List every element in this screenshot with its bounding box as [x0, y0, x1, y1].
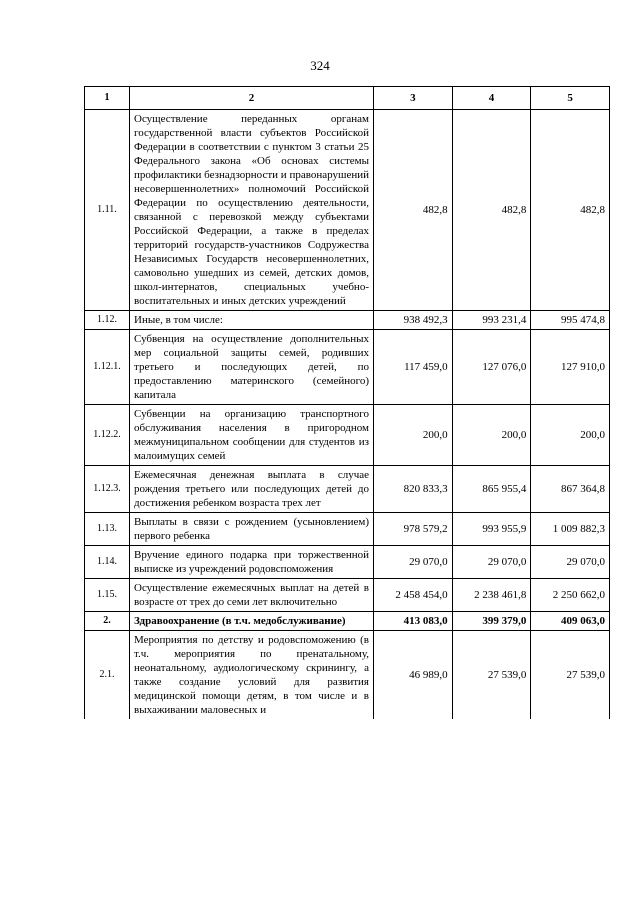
row-value-4: 865 955,4 [452, 466, 531, 513]
table-row [85, 110, 610, 311]
row-name: Осуществление ежемесячных выплат на детей в возрасте от трех до семи лет включительно [130, 579, 374, 612]
row-value-3: 2 458 454,0 [374, 579, 453, 612]
row-code: 1.12. [85, 311, 130, 330]
row-name: Здравоохранение (в т.ч. медобслуживание) [130, 612, 374, 631]
row-value-4: 993 955,9 [452, 513, 531, 546]
table-row [85, 405, 610, 466]
row-value-5: 27 539,0 [531, 631, 610, 720]
table-row-section [85, 612, 610, 631]
row-code: 1.12.1. [85, 330, 130, 405]
row-value-4: 27 539,0 [452, 631, 531, 720]
row-value-3: 200,0 [374, 405, 453, 466]
row-code: 1.15. [85, 579, 130, 612]
row-value-4: 993 231,4 [452, 311, 531, 330]
table-row [85, 579, 610, 612]
row-value-4: 2 238 461,8 [452, 579, 531, 612]
row-name: Субвенция на осуществление дополнительных мер социальной защиты семей, родивших третьего и последующих детей, по предоставлению материнского (семейного) капитала [130, 330, 374, 405]
header-col-4: 4 [452, 87, 531, 110]
row-value-3: 978 579,2 [374, 513, 453, 546]
header-col-3: 3 [374, 87, 453, 110]
row-value-5: 2 250 662,0 [531, 579, 610, 612]
row-value-3: 938 492,3 [374, 311, 453, 330]
row-code: 1.11. [85, 110, 130, 311]
row-name: Вручение единого подарка при торжественной выписке из учреждений родовспоможения [130, 546, 374, 579]
row-value-5: 29 070,0 [531, 546, 610, 579]
header-col-5: 5 [531, 87, 610, 110]
page-number: 324 [310, 58, 330, 73]
row-value-3: 29 070,0 [374, 546, 453, 579]
row-code: 2.1. [85, 631, 130, 720]
row-name: Иные, в том числе: [130, 311, 374, 330]
budget-table [84, 86, 610, 719]
row-value-5: 409 063,0 [531, 612, 610, 631]
row-value-4: 29 070,0 [452, 546, 531, 579]
row-code: 1.13. [85, 513, 130, 546]
table-header-row [85, 87, 610, 110]
row-value-5: 200,0 [531, 405, 610, 466]
row-value-5: 127 910,0 [531, 330, 610, 405]
row-code: 1.14. [85, 546, 130, 579]
row-value-3: 482,8 [374, 110, 453, 311]
table-row [85, 631, 610, 720]
row-value-4: 200,0 [452, 405, 531, 466]
row-name: Мероприятия по детству и родовспоможению (в т.ч. мероприятия по пренатальному, неонатальному, аудиологическому скринингу, а также создание условий для развития медицинской помощи детям, в том числе и в выхаживании маловесных и [130, 631, 374, 720]
table-row [85, 466, 610, 513]
row-code: 1.12.2. [85, 405, 130, 466]
row-value-4: 127 076,0 [452, 330, 531, 405]
header-col-2: 2 [130, 87, 374, 110]
row-name: Ежемесячная денежная выплата в случае рождения третьего или последующих детей до достижения ребенком возраста трех лет [130, 466, 374, 513]
row-value-4: 482,8 [452, 110, 531, 311]
header-col-1: 1 [85, 87, 130, 110]
table-row [85, 513, 610, 546]
row-code: 2. [85, 612, 130, 631]
row-value-3: 117 459,0 [374, 330, 453, 405]
row-name: Осуществление переданных органам государственной власти субъектов Российской Федерации в соответствии с пунктом 3 статьи 25 Федерального закона «Об основах системы профилактики безнадзорности и правонарушений несовершеннолетних» полномочий Российской Федерации по осуществлению деятельности, связанной с перевозкой между субъектами Российской Федерации, а также в пределах территорий государств-участников Содружества Независимых Государств несовершеннолетних, самовольно ушедших из семей, детских домов, школ-интернатов, специальных учебно-воспитательных и иных детских учреждений [130, 110, 374, 311]
table-row [85, 311, 610, 330]
row-value-5: 1 009 882,3 [531, 513, 610, 546]
row-value-5: 995 474,8 [531, 311, 610, 330]
row-value-5: 482,8 [531, 110, 610, 311]
table-row [85, 546, 610, 579]
row-value-3: 46 989,0 [374, 631, 453, 720]
row-value-4: 399 379,0 [452, 612, 531, 631]
row-name: Выплаты в связи с рождением (усыновлением) первого ребенка [130, 513, 374, 546]
row-value-5: 867 364,8 [531, 466, 610, 513]
row-name: Субвенции на организацию транспортного обслуживания населения в пригородном межмуниципальном сообщении для студентов из малоимущих семей [130, 405, 374, 466]
row-code: 1.12.3. [85, 466, 130, 513]
row-value-3: 413 083,0 [374, 612, 453, 631]
row-value-3: 820 833,3 [374, 466, 453, 513]
table-row [85, 330, 610, 405]
